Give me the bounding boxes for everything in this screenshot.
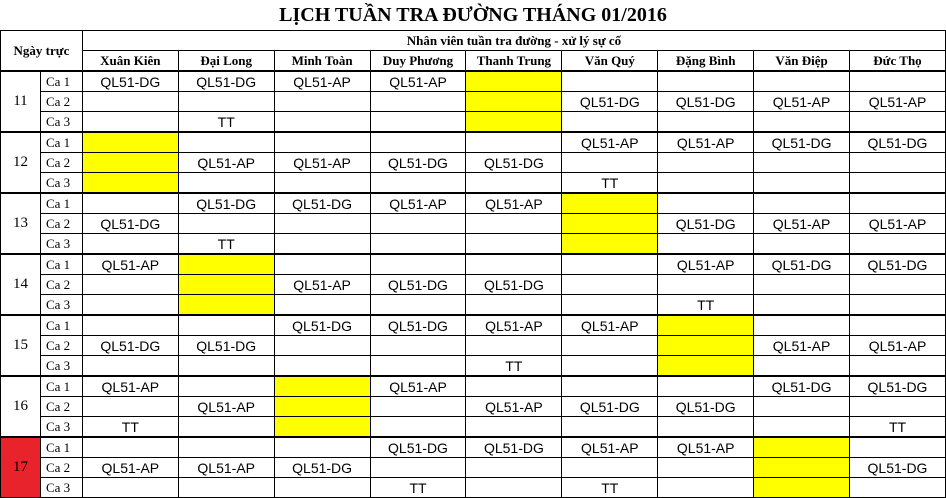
shift-label: Ca 1 xyxy=(40,71,82,92)
table-row xyxy=(1,275,946,295)
schedule-cell[interactable] xyxy=(658,376,754,397)
table-row xyxy=(1,376,946,397)
schedule-cell[interactable] xyxy=(754,356,850,377)
schedule-cell[interactable] xyxy=(274,234,370,255)
schedule-cell[interactable] xyxy=(178,478,274,498)
shift-label: Ca 2 xyxy=(40,153,82,173)
schedule-cell[interactable] xyxy=(754,417,850,438)
schedule-cell[interactable] xyxy=(274,173,370,194)
schedule-cell[interactable]: QL51-AP xyxy=(562,437,658,458)
schedule-cell[interactable] xyxy=(658,315,754,336)
schedule-cell[interactable] xyxy=(466,71,562,92)
staff-header: Duy Phương xyxy=(370,51,466,72)
schedule-cell[interactable]: QL51-DG xyxy=(754,376,850,397)
schedule-cell[interactable] xyxy=(370,397,466,417)
duty-day-header: Ngày trực xyxy=(1,31,83,72)
table-row xyxy=(1,356,946,377)
schedule-cell[interactable]: QL51-AP xyxy=(274,153,370,173)
schedule-cell[interactable]: QL51-AP xyxy=(466,397,562,417)
shift-label: Ca 3 xyxy=(40,112,82,133)
schedule-cell[interactable] xyxy=(754,315,850,336)
schedule-cell[interactable] xyxy=(370,132,466,153)
schedule-cell[interactable]: QL51-AP xyxy=(82,254,178,275)
schedule-cell[interactable]: QL51-DG xyxy=(82,336,178,356)
shift-label: Ca 2 xyxy=(40,458,82,478)
schedule-cell[interactable]: QL51-DG xyxy=(274,193,370,214)
schedule-title: LỊCH TUẦN TRA ĐƯỜNG THÁNG 01/2016 xyxy=(279,4,667,26)
schedule-cell[interactable] xyxy=(274,112,370,133)
schedule-cell[interactable] xyxy=(466,336,562,356)
patrol-schedule-table xyxy=(0,30,946,498)
schedule-cell[interactable] xyxy=(274,92,370,112)
schedule-cell[interactable] xyxy=(562,458,658,478)
schedule-cell[interactable]: TT xyxy=(370,478,466,498)
schedule-cell[interactable]: QL51-DG xyxy=(178,336,274,356)
schedule-cell[interactable] xyxy=(466,173,562,194)
table-row xyxy=(1,153,946,173)
staff-header: Đại Long xyxy=(178,51,274,72)
schedule-cell[interactable]: QL51-DG xyxy=(850,376,946,397)
schedule-cell[interactable]: QL51-DG xyxy=(658,397,754,417)
schedule-cell[interactable] xyxy=(82,437,178,458)
staff-header: Đức Thọ xyxy=(850,51,946,72)
schedule-cell[interactable] xyxy=(466,254,562,275)
table-row xyxy=(1,315,946,336)
schedule-cell[interactable] xyxy=(562,234,658,255)
day-number: 15 xyxy=(1,315,41,376)
schedule-cell[interactable]: QL51-AP xyxy=(178,397,274,417)
table-row xyxy=(1,336,946,356)
table-row xyxy=(1,417,946,438)
schedule-cell[interactable]: QL51-DG xyxy=(658,214,754,234)
schedule-cell[interactable] xyxy=(850,478,946,498)
table-row xyxy=(1,295,946,316)
schedule-cell[interactable]: TT xyxy=(82,417,178,438)
staff-group-header: Nhân viên tuần tra đường - xử lý sự cố xyxy=(82,31,945,51)
staff-header: Đặng Bình xyxy=(658,51,754,72)
schedule-cell[interactable] xyxy=(82,234,178,255)
schedule-cell[interactable] xyxy=(82,356,178,377)
schedule-cell[interactable] xyxy=(658,153,754,173)
table-row xyxy=(1,397,946,417)
schedule-cell[interactable]: QL51-AP xyxy=(82,458,178,478)
schedule-cell[interactable] xyxy=(562,112,658,133)
schedule-cell[interactable] xyxy=(370,356,466,377)
staff-header: Thanh Trung xyxy=(466,51,562,72)
schedule-cell[interactable]: QL51-DG xyxy=(850,458,946,478)
schedule-cell[interactable] xyxy=(466,417,562,438)
schedule-cell[interactable] xyxy=(274,132,370,153)
shift-label: Ca 1 xyxy=(40,315,82,336)
schedule-cell[interactable]: QL51-DG xyxy=(274,315,370,336)
schedule-cell[interactable] xyxy=(850,356,946,377)
table-row xyxy=(1,71,946,92)
schedule-cell[interactable]: TT xyxy=(658,295,754,316)
schedule-cell[interactable] xyxy=(274,356,370,377)
schedule-cell[interactable]: QL51-DG xyxy=(274,458,370,478)
shift-label: Ca 3 xyxy=(40,234,82,255)
day-number: 14 xyxy=(1,254,41,315)
table-row xyxy=(1,132,946,153)
shift-label: Ca 1 xyxy=(40,376,82,397)
schedule-cell[interactable]: QL51-DG xyxy=(562,397,658,417)
schedule-cell[interactable]: QL51-DG xyxy=(562,92,658,112)
schedule-cell[interactable]: QL51-DG xyxy=(850,132,946,153)
schedule-cell[interactable] xyxy=(754,458,850,478)
schedule-cell[interactable] xyxy=(82,295,178,316)
schedule-cell[interactable] xyxy=(82,92,178,112)
schedule-cell[interactable] xyxy=(466,132,562,153)
schedule-cell[interactable] xyxy=(274,478,370,498)
table-row xyxy=(1,478,946,498)
staff-header: Xuân Kiên xyxy=(82,51,178,72)
schedule-cell[interactable] xyxy=(850,173,946,194)
schedule-cell[interactable] xyxy=(178,254,274,275)
schedule-cell[interactable] xyxy=(754,234,850,255)
schedule-cell[interactable] xyxy=(370,214,466,234)
schedule-cell[interactable] xyxy=(850,397,946,417)
schedule-cell[interactable]: QL51-DG xyxy=(466,153,562,173)
schedule-cell[interactable]: QL51-AP xyxy=(274,71,370,92)
schedule-cell[interactable] xyxy=(178,315,274,336)
schedule-cell[interactable]: QL51-DG xyxy=(850,254,946,275)
schedule-cell[interactable] xyxy=(754,173,850,194)
schedule-cell[interactable] xyxy=(370,295,466,316)
schedule-cell[interactable] xyxy=(82,193,178,214)
schedule-cell[interactable] xyxy=(850,112,946,133)
table-row xyxy=(1,437,946,458)
table-row xyxy=(1,458,946,478)
shift-label: Ca 1 xyxy=(40,193,82,214)
schedule-cell[interactable]: QL51-AP xyxy=(562,315,658,336)
schedule-cell[interactable]: QL51-AP xyxy=(658,254,754,275)
shift-label: Ca 1 xyxy=(40,254,82,275)
schedule-cell[interactable] xyxy=(178,132,274,153)
schedule-cell[interactable]: QL51-DG xyxy=(370,275,466,295)
schedule-cell[interactable] xyxy=(658,173,754,194)
day-number: 13 xyxy=(1,193,41,254)
table-row xyxy=(1,112,946,133)
schedule-cell[interactable] xyxy=(850,295,946,316)
schedule-cell[interactable]: TT xyxy=(850,417,946,438)
table-row xyxy=(1,173,946,194)
schedule-cell[interactable] xyxy=(370,173,466,194)
schedule-cell[interactable]: QL51-AP xyxy=(658,132,754,153)
schedule-cell[interactable] xyxy=(658,478,754,498)
schedule-cell[interactable]: QL51-DG xyxy=(658,92,754,112)
header-row-staff xyxy=(1,51,946,72)
schedule-cell[interactable]: QL51-AP xyxy=(82,376,178,397)
schedule-cell[interactable]: QL51-AP xyxy=(466,315,562,336)
schedule-cell[interactable] xyxy=(562,153,658,173)
schedule-cell[interactable] xyxy=(178,437,274,458)
schedule-cell[interactable] xyxy=(370,234,466,255)
schedule-cell[interactable]: QL51-AP xyxy=(370,193,466,214)
schedule-cell[interactable] xyxy=(850,193,946,214)
schedule-cell[interactable] xyxy=(274,437,370,458)
schedule-cell[interactable]: QL51-AP xyxy=(370,71,466,92)
header-row-group xyxy=(1,31,946,51)
schedule-cell[interactable]: QL51-DG xyxy=(466,275,562,295)
schedule-cell[interactable] xyxy=(82,315,178,336)
schedule-cell[interactable] xyxy=(850,234,946,255)
schedule-cell[interactable] xyxy=(466,92,562,112)
schedule-cell[interactable] xyxy=(466,376,562,397)
schedule-cell[interactable] xyxy=(370,254,466,275)
schedule-cell[interactable] xyxy=(562,356,658,377)
schedule-cell[interactable] xyxy=(82,153,178,173)
shift-label: Ca 3 xyxy=(40,356,82,377)
schedule-cell[interactable] xyxy=(82,132,178,153)
table-row xyxy=(1,254,946,275)
table-row xyxy=(1,214,946,234)
schedule-cell[interactable] xyxy=(658,417,754,438)
shift-label: Ca 2 xyxy=(40,214,82,234)
schedule-cell[interactable]: TT xyxy=(562,173,658,194)
schedule-cell[interactable] xyxy=(274,376,370,397)
schedule-cell[interactable]: QL51-AP xyxy=(370,376,466,397)
schedule-cell[interactable] xyxy=(562,417,658,438)
schedule-cell[interactable]: QL51-AP xyxy=(178,153,274,173)
schedule-cell[interactable] xyxy=(850,437,946,458)
schedule-cell[interactable] xyxy=(658,275,754,295)
staff-header: Minh Toàn xyxy=(274,51,370,72)
schedule-cell[interactable]: QL51-DG xyxy=(370,437,466,458)
schedule-cell[interactable] xyxy=(370,92,466,112)
schedule-cell[interactable] xyxy=(658,458,754,478)
schedule-body xyxy=(1,71,946,498)
schedule-cell[interactable] xyxy=(274,254,370,275)
schedule-cell[interactable] xyxy=(274,397,370,417)
schedule-cell[interactable] xyxy=(562,275,658,295)
schedule-cell[interactable]: QL51-DG xyxy=(178,193,274,214)
schedule-cell[interactable] xyxy=(82,112,178,133)
schedule-cell[interactable]: QL51-AP xyxy=(658,437,754,458)
schedule-cell[interactable] xyxy=(82,478,178,498)
schedule-cell[interactable]: QL51-AP xyxy=(850,92,946,112)
schedule-cell[interactable] xyxy=(562,295,658,316)
schedule-cell[interactable] xyxy=(82,397,178,417)
shift-label: Ca 1 xyxy=(40,132,82,153)
schedule-cell[interactable] xyxy=(274,295,370,316)
schedule-cell[interactable]: QL51-DG xyxy=(370,315,466,336)
schedule-cell[interactable]: QL51-DG xyxy=(466,437,562,458)
schedule-cell[interactable] xyxy=(274,336,370,356)
schedule-cell[interactable]: QL51-DG xyxy=(82,214,178,234)
schedule-cell[interactable] xyxy=(850,71,946,92)
schedule-cell[interactable] xyxy=(658,193,754,214)
schedule-cell[interactable] xyxy=(274,214,370,234)
schedule-cell[interactable] xyxy=(754,71,850,92)
schedule-cell[interactable] xyxy=(466,214,562,234)
shift-label: Ca 2 xyxy=(40,275,82,295)
schedule-cell[interactable] xyxy=(370,336,466,356)
schedule-cell[interactable] xyxy=(82,173,178,194)
staff-header: Văn Quý xyxy=(562,51,658,72)
shift-label: Ca 3 xyxy=(40,173,82,194)
schedule-cell[interactable] xyxy=(562,376,658,397)
schedule-cell[interactable] xyxy=(850,315,946,336)
schedule-cell[interactable] xyxy=(754,275,850,295)
shift-label: Ca 3 xyxy=(40,478,82,498)
schedule-cell[interactable]: QL51-DG xyxy=(754,132,850,153)
schedule-cell[interactable] xyxy=(658,356,754,377)
schedule-cell[interactable] xyxy=(658,336,754,356)
schedule-cell[interactable]: QL51-AP xyxy=(562,132,658,153)
shift-label: Ca 2 xyxy=(40,92,82,112)
schedule-cell[interactable] xyxy=(370,112,466,133)
schedule-cell[interactable] xyxy=(754,193,850,214)
schedule-cell[interactable] xyxy=(178,275,274,295)
schedule-cell[interactable]: QL51-AP xyxy=(466,193,562,214)
schedule-cell[interactable] xyxy=(754,397,850,417)
schedule-cell[interactable]: TT xyxy=(562,478,658,498)
table-row xyxy=(1,92,946,112)
schedule-cell[interactable] xyxy=(370,458,466,478)
schedule-cell[interactable] xyxy=(658,112,754,133)
schedule-cell[interactable] xyxy=(466,112,562,133)
schedule-cell[interactable] xyxy=(754,112,850,133)
schedule-cell[interactable]: QL51-AP xyxy=(754,214,850,234)
schedule-cell[interactable] xyxy=(754,437,850,458)
day-number: 12 xyxy=(1,132,41,193)
schedule-cell[interactable] xyxy=(562,71,658,92)
schedule-cell[interactable] xyxy=(562,336,658,356)
schedule-cell[interactable] xyxy=(658,234,754,255)
schedule-cell[interactable] xyxy=(178,417,274,438)
schedule-cell[interactable] xyxy=(658,71,754,92)
schedule-cell[interactable] xyxy=(466,234,562,255)
table-row xyxy=(1,193,946,214)
schedule-cell[interactable] xyxy=(274,417,370,438)
schedule-cell[interactable]: TT xyxy=(466,356,562,377)
staff-header: Văn Điệp xyxy=(754,51,850,72)
schedule-cell[interactable] xyxy=(178,376,274,397)
day-number: 11 xyxy=(1,71,41,132)
schedule-cell[interactable]: QL51-DG xyxy=(754,254,850,275)
schedule-cell[interactable] xyxy=(754,153,850,173)
shift-label: Ca 1 xyxy=(40,437,82,458)
schedule-cell[interactable]: TT xyxy=(178,234,274,255)
shift-label: Ca 3 xyxy=(40,417,82,438)
shift-label: Ca 2 xyxy=(40,397,82,417)
schedule-cell[interactable] xyxy=(754,295,850,316)
schedule-cell[interactable] xyxy=(178,92,274,112)
schedule-cell[interactable]: TT xyxy=(178,112,274,133)
schedule-cell[interactable] xyxy=(178,173,274,194)
schedule-cell[interactable] xyxy=(562,214,658,234)
shift-label: Ca 2 xyxy=(40,336,82,356)
schedule-cell[interactable]: QL51-DG xyxy=(370,153,466,173)
schedule-cell[interactable] xyxy=(562,193,658,214)
schedule-cell[interactable]: QL51-AP xyxy=(850,214,946,234)
schedule-cell[interactable]: QL51-AP xyxy=(754,336,850,356)
schedule-cell[interactable]: QL51-DG xyxy=(82,71,178,92)
schedule-cell[interactable] xyxy=(466,295,562,316)
schedule-cell[interactable] xyxy=(850,275,946,295)
schedule-cell[interactable] xyxy=(178,356,274,377)
shift-label: Ca 3 xyxy=(40,295,82,316)
schedule-cell[interactable] xyxy=(754,478,850,498)
schedule-cell[interactable] xyxy=(82,275,178,295)
schedule-cell[interactable]: QL51-AP xyxy=(274,275,370,295)
schedule-cell[interactable]: QL51-AP xyxy=(850,336,946,356)
schedule-cell[interactable]: QL51-AP xyxy=(754,92,850,112)
day-number: 17 xyxy=(1,437,41,498)
table-row xyxy=(1,234,946,255)
schedule-cell[interactable] xyxy=(178,214,274,234)
schedule-cell[interactable]: QL51-DG xyxy=(178,71,274,92)
day-number: 16 xyxy=(1,376,41,437)
schedule-cell[interactable] xyxy=(370,417,466,438)
schedule-cell[interactable] xyxy=(850,153,946,173)
schedule-cell[interactable] xyxy=(562,254,658,275)
schedule-cell[interactable] xyxy=(466,478,562,498)
schedule-cell[interactable]: QL51-AP xyxy=(178,458,274,478)
schedule-cell[interactable] xyxy=(178,295,274,316)
schedule-cell[interactable] xyxy=(466,458,562,478)
